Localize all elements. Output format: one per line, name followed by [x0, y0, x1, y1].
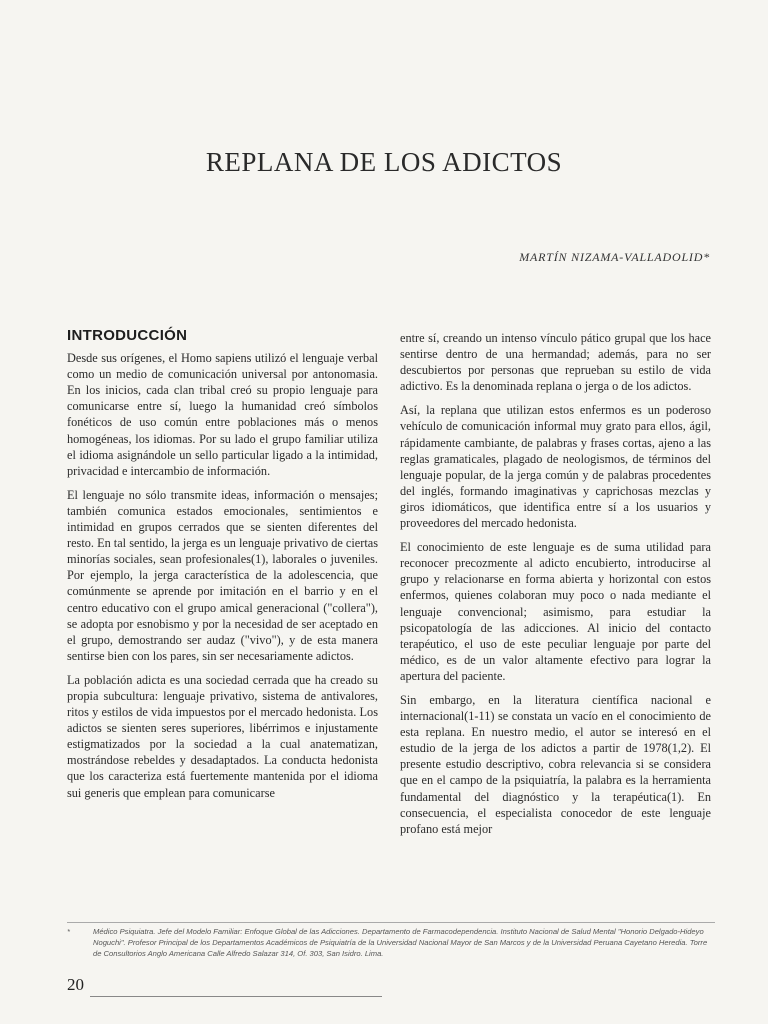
author-name: MARTÍN NIZAMA-VALLADOLID*: [519, 250, 710, 264]
footnote-divider: [67, 922, 715, 923]
left-column: [67, 328, 378, 809]
footnote-marker: *: [67, 927, 70, 936]
paragraph: El conocimiento de este lenguaje es de suma utilidad para reconocer precozmente al adicto encubierto, introducirse al grupo y relacionarse en forma abierta y horizontal con estos enfermos, quienes colaboran muy poco o nada mediante el lenguaje convencional; asimismo, para estudiar la psicopatología de las adicciones. Al inicio del contacto terapéutico, el uso de este peculiar lenguaje por parte del médico, es de un valor altamente efectivo para lograr la apertura del paciente.: [400, 540, 711, 683]
paragraph: Sin embargo, en la literatura científica nacional e internacional(1-11) se constata un vacío en el conocimiento de esta replana. En nuestro medio, el autor se interesó en el estudio de la jerga de los adictos a partir de 1978(1,2). El presente estudio descriptivo, cobra relevancia si se considera que en el campo de la psiquiatría, la palabra es la herramienta fundamental del diagnóstico y la terapéutica(1). En consecuencia, el especialista conocedor de este lenguaje profano está mejor: [400, 692, 711, 836]
footnote: [67, 926, 715, 959]
section-heading: INTRODUCCIÓN: [67, 327, 188, 344]
paragraph: Así, la replana que utilizan estos enfermos es un poderoso vehículo de comunicación informal muy grato para ellos, ágil, rápidamente cambiante, de palabras y frases cortas, ajeno a las reglas gramaticales, plagado de neologismos, de términos del lenguaje popular, de la jerga común y de palabras procedentes del inglés, formando imaginativas y caprichosas mezclas y giros idiomáticos, que identifica entre sí a los usuarios y proveedores del mercado hedonista.: [400, 403, 711, 531]
footnote-text: Médico Psiquiatra. Jefe del Modelo Familiar: Enfoque Global de las Adicciones. Departamento de Farmacodependencia. Instituto Nacional de Salud Mental "Honorio Delgado-Hideyo Noguchi". Profesor Principal de los Departamentos Académicos de Psiquiatría de la Universidad Nacional Mayor de San Marcos y de la Universidad Peruana Cayetano Heredia. Torre de Consultorios Anglo Americana Calle Alfredo Salazar 314, Of. 303, San Isidro. Lima.: [93, 927, 708, 958]
right-column: [400, 330, 711, 845]
page-number: 20: [67, 975, 84, 994]
article-title: REPLANA DE LOS ADICTOS: [205, 147, 563, 177]
page-number-rule: [90, 996, 382, 997]
paragraph: La población adicta es una sociedad cerrada que ha creado su propia subcultura: lenguaje privativo, sistema de antivalores, ritos y estilos de vida impuestos por el mercado hedonista. Los adictos se sienten seres superiores, libérrimos e injustamente estigmatizados por la sociedad a la cual anatematizan, mostrándose rebeldes y desadaptados. La conducta hedonista que los caracteriza está fuertemente mantenida por el idioma sui generis que emplean para comunicarse: [67, 672, 378, 800]
paragraph: entre sí, creando un intenso vínculo pático grupal que los hace sentirse dentro de una hermandad; además, para no ser descubiertos por personas que reprueban su estilo de vida adictivo. Es la denominada replana o jerga o de los adictos.: [400, 331, 711, 394]
paragraph: El lenguaje no sólo transmite ideas, información o mensajes; también comunica estados emocionales, sentimientos e intimidad en grupos cerrados que se sienten diferentes del resto. En tal sentido, la jerga es un lenguaje privativo de ciertas minorías sociales, sean profesionales(1), laborales o juveniles. Por ejemplo, la jerga característica de la adolescencia, que comúnmente se aprende por imitación en el barrio y en el centro educativo con el grupo amical generacional ("collera"), se adopta por esnobismo y por la necesidad de ser aceptado en el grupo, demostrando ser audaz ("vivo"), y de esta manera sentirse bien con los pares, sin ser necesariamente adictos.: [67, 487, 378, 663]
paragraph: Desde sus orígenes, el Homo sapiens utilizó el lenguaje verbal como un medio de comunicación universal por antonomasia. En los inicios, cada clan tribal creó su propio lenguaje para comunicarse entre sí, luego la humanidad creó símbolos fonéticos de uso común entre poblaciones más o menos homogéneas, los idiomas. Por su lado el grupo familiar utiliza el idioma asignándole un sello particular ligado a la intimidad, privacidad e intercambio de información.: [67, 351, 378, 478]
